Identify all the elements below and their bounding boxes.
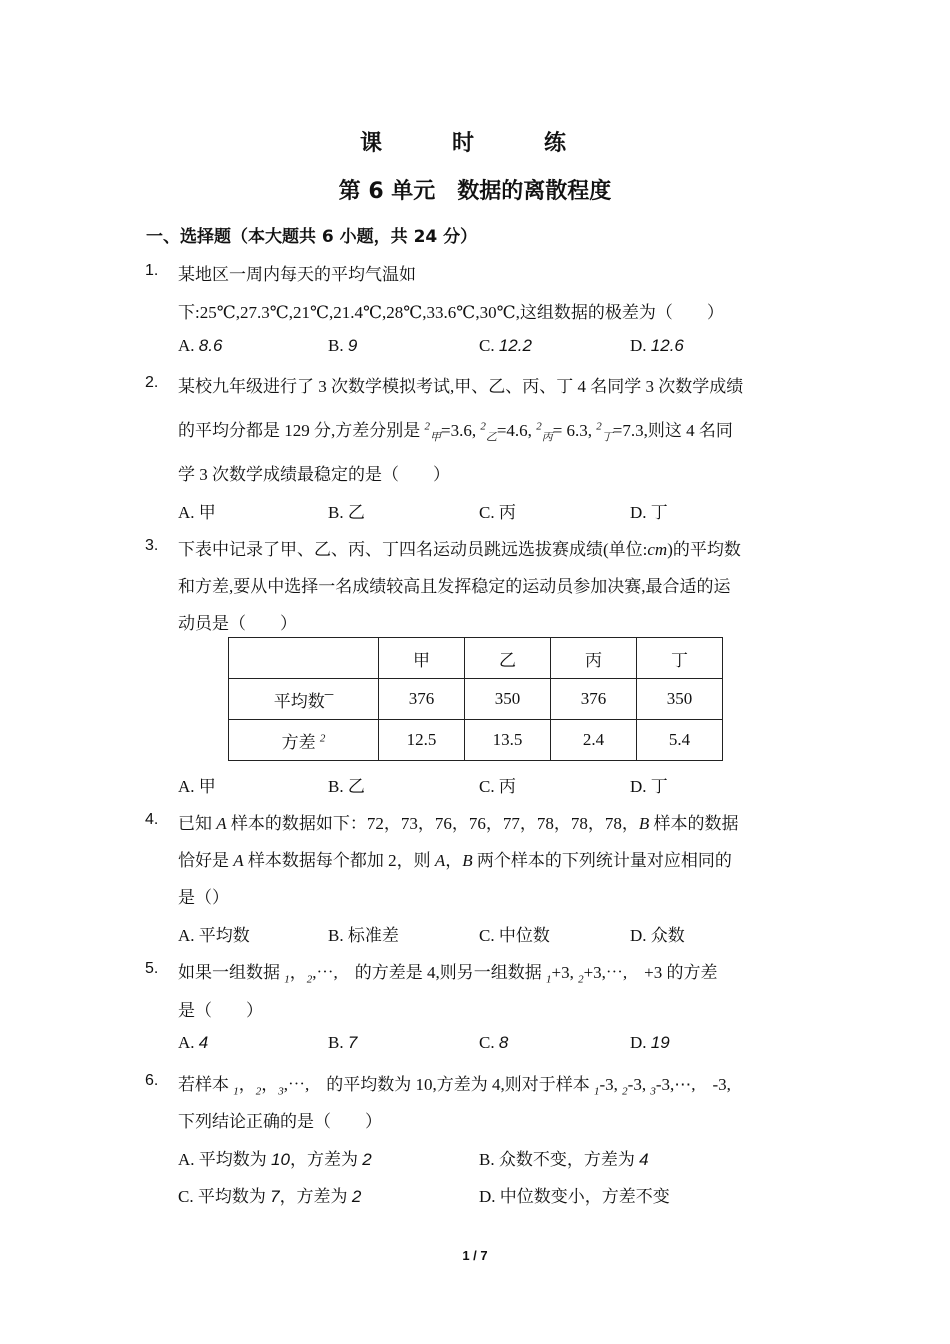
table-header-cell: 乙 xyxy=(465,638,551,679)
question-6-option-d: D. 中位数变小，方差不变 xyxy=(479,1187,670,1206)
table-cell: 13.5 xyxy=(465,720,551,761)
question-6-number: 6. xyxy=(145,1072,159,1089)
table-row xyxy=(229,720,723,761)
question-1-line-1: 某地区一周内每天的平均气温如 xyxy=(178,265,416,284)
question-4-line-1: 已知 A 样本的数据如下：72，73，76，76，77，78，78，78，B 样本的数据 xyxy=(178,814,739,833)
question-2-line-1: 某校九年级进行了 3 次数学模拟考试,甲、乙、丙、丁 4 名同学 3 次数学成绩 xyxy=(178,377,744,396)
question-1-option-c: C. 12.2 xyxy=(479,336,532,355)
question-6-option-c: C. 平均数为 7，方差为 2 xyxy=(178,1187,362,1206)
question-5-number: 5. xyxy=(145,960,159,977)
question-2-option-c: C. 丙 xyxy=(479,503,516,522)
question-3-number: 3. xyxy=(145,537,159,554)
question-6-option-a: A. 平均数为 10，方差为 2 xyxy=(178,1150,372,1169)
table-header-cell xyxy=(229,638,379,679)
question-2-option-a: A. 甲 xyxy=(178,503,216,522)
question-6-option-b: B. 众数不变，方差为 4 xyxy=(479,1150,649,1169)
table-cell: 5.4 xyxy=(637,720,723,761)
question-2-number: 2. xyxy=(145,374,159,391)
question-6-line-1: 若样本 $_1$，$_2$，$_3$,⋯, 的平均数为 10,方差为 4,则对于样本 $_1$-3, $_2$-3, $_3$-3,⋯, -3, xyxy=(178,1075,731,1098)
question-4-option-d: D. 众数 xyxy=(630,926,685,945)
question-3-option-a: A. 甲 xyxy=(178,777,216,796)
table-row xyxy=(229,679,723,720)
question-3-option-b: B. 乙 xyxy=(328,777,365,796)
page-title: 课 时 练 xyxy=(359,131,590,156)
question-2-line-3: 学 3 次数学成绩最稳定的是（ ） xyxy=(178,465,450,484)
question-4-option-a: A. 平均数 xyxy=(178,926,250,945)
question-3-option-d: D. 丁 xyxy=(630,777,668,796)
question-5-option-a: A. 4 xyxy=(178,1033,209,1052)
question-3-line-3: 动员是（ ） xyxy=(178,614,297,633)
question-1-line-2: 下:25℃,27.3℃,21℃,21.4℃,28℃,33.6℃,30℃,这组数据的极差为（ ） xyxy=(178,303,724,322)
question-5-option-c: C. 8 xyxy=(479,1033,509,1052)
question-3-option-c: C. 丙 xyxy=(479,777,516,796)
question-1-option-b: B. 9 xyxy=(328,336,358,355)
question-1-option-a: A. 8.6 xyxy=(178,336,223,355)
table-header-row xyxy=(229,638,723,679)
table-cell: 12.5 xyxy=(379,720,465,761)
question-5-line-2: 是（ ） xyxy=(178,1001,263,1020)
table-cell: 2.4 xyxy=(551,720,637,761)
question-4-option-c: C. 中位数 xyxy=(479,926,550,945)
question-6-line-2: 下列结论正确的是（ ） xyxy=(178,1112,382,1131)
table-row-label: 方差 $^2$ xyxy=(229,720,379,761)
question-5-option-b: B. 7 xyxy=(328,1033,358,1052)
question-5-option-d: D. 19 xyxy=(630,1033,670,1052)
question-2-option-d: D. 丁 xyxy=(630,503,668,522)
table-cell: 376 xyxy=(551,679,637,720)
table-row-label: 平均数¯ xyxy=(229,679,379,720)
table-cell: 350 xyxy=(465,679,551,720)
question-4-number: 4. xyxy=(145,811,159,828)
question-2-line-2: 的平均分都是 129 分,方差分别是 $^2_甲$=3.6, $^2_乙$=4.6, $^2_丙$= 6.3, $^2_丁$=7.3,则这 4 名同 xyxy=(178,420,733,444)
section-heading: 一、选择题（本大题共 6 小题，共 24 分） xyxy=(146,227,478,247)
question-5-line-1: 如果一组数据 $_1$，$_2$,⋯, 的方差是 4,则另一组数据 $_1$+3, $_2$+3,⋯, +3 的方差 xyxy=(178,963,718,986)
page-number: 1 / 7 xyxy=(462,1248,488,1263)
question-4-line-2: 恰好是 A 样本数据每个都加 2，则 A，B 两个样本的下列统计量对应相同的 xyxy=(178,851,732,870)
question-3-line-2: 和方差,要从中选择一名成绩较高且发挥稳定的运动员参加决赛,最合适的运 xyxy=(178,577,731,596)
question-1-number: 1. xyxy=(145,262,159,279)
question-2-option-b: B. 乙 xyxy=(328,503,365,522)
score-table xyxy=(228,637,723,761)
table-header-cell: 丙 xyxy=(551,638,637,679)
table-header-cell: 甲 xyxy=(379,638,465,679)
question-4-line-3: 是（） xyxy=(178,888,229,907)
table-header-cell: 丁 xyxy=(637,638,723,679)
question-4-option-b: B. 标准差 xyxy=(328,926,399,945)
table-cell: 376 xyxy=(379,679,465,720)
unit-title: 第 6 单元 数据的离散程度 xyxy=(338,179,612,204)
question-1-option-d: D. 12.6 xyxy=(630,336,684,355)
table-cell: 350 xyxy=(637,679,723,720)
question-3-line-1: 下表中记录了甲、乙、丙、丁四名运动员跳远选拔赛成绩(单位:cm)的平均数 xyxy=(178,540,741,559)
